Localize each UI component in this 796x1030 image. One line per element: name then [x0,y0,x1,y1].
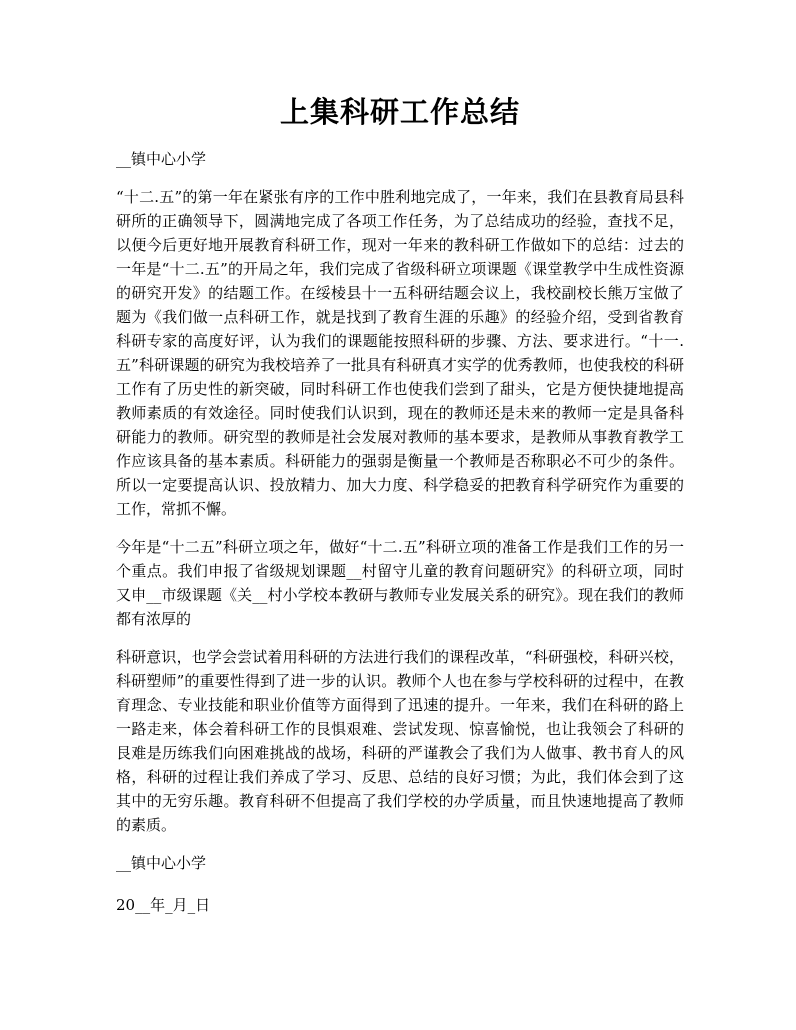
document-page [116,92,684,931]
document-author: __镇中心小学 [116,150,207,168]
body-paragraph-3: 科研意识，也学会尝试着用科研的方法进行我们的课程改革，“科研强校，科研兴校，科研塑师”的重要性得到了进一步的认识。教师个人也在参与学校科研的过程中，在教育理念、专业技能和职业价值等方面得到了迅速的提升。一年来，我们在科研的路上一路走来，体会着科研工作的艮惧艰难、尝试发现、惊喜愉悦，也让我领会了科研的艮难是历练我们向困难挑战的战场，科研的严谨教会了我们为人做事、教书育人的风格，科研的过程让我们养成了学习、反思、总结的良好习惯；为此，我们体会到了这其中的无穷乐趣。教育科研不但提高了我们学校的办学质量，而且快速地提高了教师的素质。 [116,648,684,834]
document-title: 上集科研工作总结 [279,95,520,129]
body-paragraph-2: 今年是“十二五”科研立项之年，做好“十二.五”科研立项的准备工作是我们工作的另一个重点。我们申报了省级规划课题__村留守儿童的教育问题研究》的科研立项，同时又申__市级课题《关__村小学校本教研与教师专业发展关系的研究》。现在我们的教师都有浓厚的 [116,538,684,628]
document-signature: __镇中心小学 [116,854,207,872]
document-date: 20__年_月_日 [116,896,211,914]
body-paragraph-1: “十二.五”的第一年在紧张有序的工作中胜利地完成了，一年来，我们在县教育局县科研所的正确领导下，圆满地完成了各项工作任务，为了总结成功的经验，查找不足，以便今后更好地开展教育科研工作，现对一年来的教科研工作做如下的总结：过去的一年是“十二.五”的开局之年，我们完成了省级科研立项课题《课堂教学中生成性资源的研究开发》的结题工作。在绥棱县十一五科研结题会议上，我校副校长熊万宝做了题为《我们做一点科研工作，就是找到了教育生涯的乐趣》的经验介绍，受到省教育科研专家的高度好评，认为我们的课题能按照科研的步骤、方法、要求进行。“十一.五”科研课题的研究为我校培养了一批具有科研真才实学的优秀教师，也使我校的科研工作有了历史性的新突破，同时科研工作也使我们尝到了甜头，它是方便快捷地提高教师素质的有效途径。同时使我们认识到，现在的教师还是未来的教师一定是具备科研能力的教师。研究型的教师是社会发展对教师的基本要求，是教师从事教育教学工作应该具备的基本素质。科研能力的强弱是衡量一个教师是否称职必不可少的条件。所以一定要提高认识、投放精力、加大力度、科学稳妥的把教育科学研究作为重要的工作，常抓不懈。 [116,188,684,518]
